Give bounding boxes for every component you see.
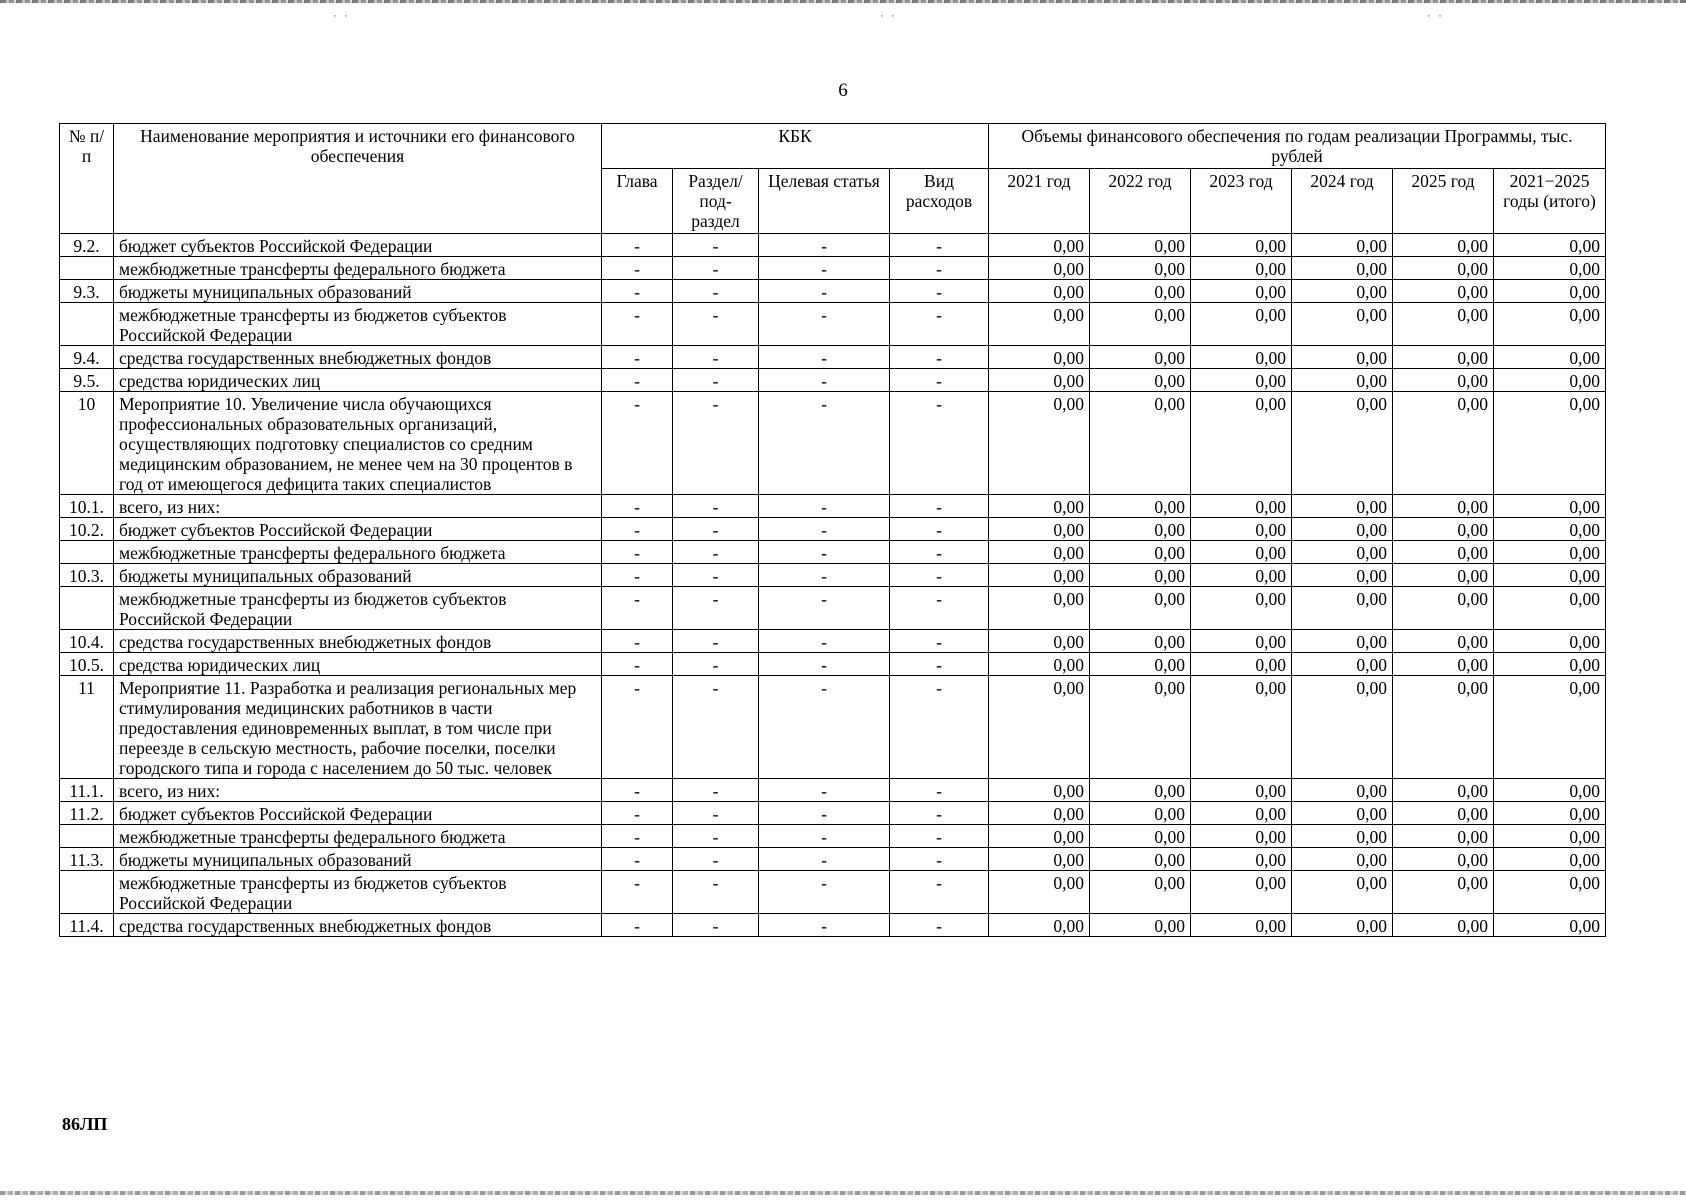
row-name: бюджет субъектов Российской Федерации — [114, 518, 602, 541]
row-glava: - — [602, 564, 673, 587]
table-row — [60, 630, 1606, 653]
row-2021: 0,00 — [989, 564, 1090, 587]
header-2024: 2024 год — [1292, 169, 1393, 234]
row-2025: 0,00 — [1393, 825, 1494, 848]
table-row — [60, 564, 1606, 587]
row-glava: - — [602, 541, 673, 564]
row-2021: 0,00 — [989, 257, 1090, 280]
row-name: бюджеты муниципальных образований — [114, 848, 602, 871]
row-vid: - — [890, 346, 989, 369]
header-num: № п/п — [60, 124, 114, 234]
row-vid: - — [890, 564, 989, 587]
row-2023: 0,00 — [1191, 369, 1292, 392]
row-statya: - — [759, 802, 890, 825]
row-2025: 0,00 — [1393, 653, 1494, 676]
row-2022: 0,00 — [1090, 825, 1191, 848]
row-razdel: - — [673, 653, 759, 676]
row-2022: 0,00 — [1090, 564, 1191, 587]
row-2024: 0,00 — [1292, 802, 1393, 825]
row-2025: 0,00 — [1393, 541, 1494, 564]
row-2024: 0,00 — [1292, 825, 1393, 848]
row-razdel: - — [673, 871, 759, 914]
row-2021: 0,00 — [989, 848, 1090, 871]
row-2023: 0,00 — [1191, 871, 1292, 914]
row-2025: 0,00 — [1393, 630, 1494, 653]
row-name: Мероприятие 11. Разработка и реализация региональных мер стимулирования медицинских работников в части предоставления единовременных выплат, в том числе при переезде в сельскую местность, рабочие поселки, поселки городского типа и города с населением до 50 тыс. человек — [114, 676, 602, 779]
row-total: 0,00 — [1494, 257, 1606, 280]
row-2022: 0,00 — [1090, 234, 1191, 257]
table-row — [60, 871, 1606, 914]
row-total: 0,00 — [1494, 802, 1606, 825]
row-razdel: - — [673, 495, 759, 518]
row-2022: 0,00 — [1090, 779, 1191, 802]
row-2021: 0,00 — [989, 495, 1090, 518]
row-num: 9.4. — [60, 346, 114, 369]
scan-speck: ˙ ˙ — [333, 12, 350, 26]
row-2024: 0,00 — [1292, 234, 1393, 257]
row-num: 11.2. — [60, 802, 114, 825]
row-num: 11.4. — [60, 914, 114, 937]
header-2023: 2023 год — [1191, 169, 1292, 234]
table-row — [60, 653, 1606, 676]
row-total: 0,00 — [1494, 495, 1606, 518]
row-glava: - — [602, 280, 673, 303]
row-2022: 0,00 — [1090, 495, 1191, 518]
row-2025: 0,00 — [1393, 564, 1494, 587]
row-name: бюджеты муниципальных образований — [114, 564, 602, 587]
row-2025: 0,00 — [1393, 676, 1494, 779]
row-num: 10.4. — [60, 630, 114, 653]
row-2025: 0,00 — [1393, 848, 1494, 871]
header-razdel: Раздел/ под- раздел — [673, 169, 759, 234]
row-glava: - — [602, 587, 673, 630]
row-2021: 0,00 — [989, 303, 1090, 346]
row-statya: - — [759, 676, 890, 779]
table-header — [60, 124, 1606, 234]
row-total: 0,00 — [1494, 653, 1606, 676]
row-2023: 0,00 — [1191, 564, 1292, 587]
row-num: 11.1. — [60, 779, 114, 802]
row-razdel: - — [673, 541, 759, 564]
row-2024: 0,00 — [1292, 280, 1393, 303]
row-2021: 0,00 — [989, 280, 1090, 303]
row-2024: 0,00 — [1292, 914, 1393, 937]
header-statya: Целевая статья — [759, 169, 890, 234]
row-2024: 0,00 — [1292, 653, 1393, 676]
row-vid: - — [890, 234, 989, 257]
row-2022: 0,00 — [1090, 848, 1191, 871]
row-2023: 0,00 — [1191, 779, 1292, 802]
row-2023: 0,00 — [1191, 914, 1292, 937]
row-2024: 0,00 — [1292, 630, 1393, 653]
row-2024: 0,00 — [1292, 587, 1393, 630]
row-2023: 0,00 — [1191, 676, 1292, 779]
row-2021: 0,00 — [989, 676, 1090, 779]
row-glava: - — [602, 392, 673, 495]
row-name: всего, из них: — [114, 495, 602, 518]
row-2024: 0,00 — [1292, 779, 1393, 802]
row-statya: - — [759, 564, 890, 587]
row-razdel: - — [673, 825, 759, 848]
row-2021: 0,00 — [989, 392, 1090, 495]
row-razdel: - — [673, 564, 759, 587]
row-num: 11.3. — [60, 848, 114, 871]
row-2024: 0,00 — [1292, 541, 1393, 564]
row-razdel: - — [673, 280, 759, 303]
table-row — [60, 495, 1606, 518]
table-row — [60, 518, 1606, 541]
table-row — [60, 392, 1606, 495]
row-2023: 0,00 — [1191, 630, 1292, 653]
row-2021: 0,00 — [989, 630, 1090, 653]
row-glava: - — [602, 630, 673, 653]
row-2022: 0,00 — [1090, 871, 1191, 914]
row-2024: 0,00 — [1292, 564, 1393, 587]
row-2025: 0,00 — [1393, 392, 1494, 495]
row-statya: - — [759, 518, 890, 541]
row-num — [60, 541, 114, 564]
header-total: 2021−2025 годы (итого) — [1494, 169, 1606, 234]
row-total: 0,00 — [1494, 676, 1606, 779]
row-2022: 0,00 — [1090, 676, 1191, 779]
row-num — [60, 303, 114, 346]
row-total: 0,00 — [1494, 518, 1606, 541]
row-name: бюджет субъектов Российской Федерации — [114, 802, 602, 825]
header-2021: 2021 год — [989, 169, 1090, 234]
footer-code: 86ЛП — [62, 1114, 108, 1134]
row-2025: 0,00 — [1393, 587, 1494, 630]
row-2023: 0,00 — [1191, 825, 1292, 848]
row-glava: - — [602, 303, 673, 346]
row-glava: - — [602, 369, 673, 392]
row-vid: - — [890, 802, 989, 825]
row-2021: 0,00 — [989, 914, 1090, 937]
row-2022: 0,00 — [1090, 518, 1191, 541]
row-num: 10 — [60, 392, 114, 495]
table-row — [60, 802, 1606, 825]
scan-edge-bottom — [0, 1191, 1686, 1195]
row-2021: 0,00 — [989, 802, 1090, 825]
row-2021: 0,00 — [989, 518, 1090, 541]
row-2022: 0,00 — [1090, 914, 1191, 937]
table-body — [60, 234, 1606, 937]
row-2022: 0,00 — [1090, 257, 1191, 280]
row-name: средства государственных внебюджетных фондов — [114, 914, 602, 937]
row-2021: 0,00 — [989, 653, 1090, 676]
scan-speck: ˙ ˙ — [880, 12, 897, 26]
row-num: 10.5. — [60, 653, 114, 676]
row-razdel: - — [673, 779, 759, 802]
row-2024: 0,00 — [1292, 676, 1393, 779]
table-row — [60, 587, 1606, 630]
row-statya: - — [759, 779, 890, 802]
row-razdel: - — [673, 802, 759, 825]
row-2024: 0,00 — [1292, 392, 1393, 495]
row-glava: - — [602, 518, 673, 541]
header-glava: Глава — [602, 169, 673, 234]
row-2025: 0,00 — [1393, 346, 1494, 369]
table-row — [60, 541, 1606, 564]
row-2022: 0,00 — [1090, 802, 1191, 825]
row-statya: - — [759, 848, 890, 871]
row-vid: - — [890, 280, 989, 303]
row-2021: 0,00 — [989, 541, 1090, 564]
row-num — [60, 257, 114, 280]
row-2021: 0,00 — [989, 825, 1090, 848]
row-name: межбюджетные трансферты из бюджетов субъектов Российской Федерации — [114, 303, 602, 346]
row-2023: 0,00 — [1191, 802, 1292, 825]
row-name: межбюджетные трансферты федерального бюджета — [114, 257, 602, 280]
row-2023: 0,00 — [1191, 392, 1292, 495]
row-statya: - — [759, 369, 890, 392]
table-row — [60, 303, 1606, 346]
row-name: Мероприятие 10. Увеличение числа обучающихся профессиональных образовательных организаций, осуществляющих подготовку специалистов со средним медицинским образованием, не менее чем на 30 процентов в год от имеющегося дефицита таких специалистов — [114, 392, 602, 495]
row-name: средства юридических лиц — [114, 369, 602, 392]
row-total: 0,00 — [1494, 369, 1606, 392]
row-statya: - — [759, 587, 890, 630]
row-2024: 0,00 — [1292, 848, 1393, 871]
row-glava: - — [602, 676, 673, 779]
table-row — [60, 257, 1606, 280]
row-statya: - — [759, 303, 890, 346]
row-2021: 0,00 — [989, 779, 1090, 802]
row-statya: - — [759, 914, 890, 937]
row-2025: 0,00 — [1393, 871, 1494, 914]
row-num: 10.3. — [60, 564, 114, 587]
row-glava: - — [602, 825, 673, 848]
row-statya: - — [759, 392, 890, 495]
row-2024: 0,00 — [1292, 369, 1393, 392]
header-volumes: Объемы финансового обеспечения по годам реализации Программы, тыс. рублей — [989, 124, 1606, 169]
row-2024: 0,00 — [1292, 495, 1393, 518]
row-vid: - — [890, 369, 989, 392]
row-2023: 0,00 — [1191, 346, 1292, 369]
row-num: 9.3. — [60, 280, 114, 303]
row-2022: 0,00 — [1090, 587, 1191, 630]
table-row — [60, 848, 1606, 871]
table-row — [60, 825, 1606, 848]
row-glava: - — [602, 802, 673, 825]
row-2023: 0,00 — [1191, 495, 1292, 518]
row-razdel: - — [673, 518, 759, 541]
row-num — [60, 871, 114, 914]
header-kbk: КБК — [602, 124, 989, 169]
row-2025: 0,00 — [1393, 802, 1494, 825]
row-vid: - — [890, 848, 989, 871]
row-2025: 0,00 — [1393, 257, 1494, 280]
header-vid: Вид расходов — [890, 169, 989, 234]
row-name: средства юридических лиц — [114, 653, 602, 676]
page-number: 6 — [838, 80, 848, 101]
budget-table — [59, 123, 1606, 937]
row-2021: 0,00 — [989, 871, 1090, 914]
row-vid: - — [890, 779, 989, 802]
row-2021: 0,00 — [989, 587, 1090, 630]
row-razdel: - — [673, 676, 759, 779]
row-2024: 0,00 — [1292, 346, 1393, 369]
row-2022: 0,00 — [1090, 280, 1191, 303]
row-total: 0,00 — [1494, 280, 1606, 303]
scan-speck: ˙ ˙ — [1427, 12, 1444, 26]
row-total: 0,00 — [1494, 871, 1606, 914]
header-name: Наименование мероприятия и источники его финансового обеспечения — [114, 124, 602, 234]
row-razdel: - — [673, 630, 759, 653]
table-row — [60, 676, 1606, 779]
row-vid: - — [890, 871, 989, 914]
row-2025: 0,00 — [1393, 518, 1494, 541]
header-2022: 2022 год — [1090, 169, 1191, 234]
row-name: межбюджетные трансферты федерального бюджета — [114, 825, 602, 848]
row-2023: 0,00 — [1191, 257, 1292, 280]
row-name: бюджет субъектов Российской Федерации — [114, 234, 602, 257]
header-row-top — [60, 124, 1606, 169]
row-vid: - — [890, 676, 989, 779]
row-2022: 0,00 — [1090, 346, 1191, 369]
row-total: 0,00 — [1494, 914, 1606, 937]
row-name: межбюджетные трансферты федерального бюджета — [114, 541, 602, 564]
row-razdel: - — [673, 346, 759, 369]
row-num: 9.5. — [60, 369, 114, 392]
row-2025: 0,00 — [1393, 234, 1494, 257]
row-glava: - — [602, 495, 673, 518]
row-2022: 0,00 — [1090, 392, 1191, 495]
row-total: 0,00 — [1494, 392, 1606, 495]
row-2022: 0,00 — [1090, 541, 1191, 564]
row-statya: - — [759, 257, 890, 280]
row-vid: - — [890, 518, 989, 541]
table-row — [60, 234, 1606, 257]
row-glava: - — [602, 779, 673, 802]
row-razdel: - — [673, 303, 759, 346]
row-statya: - — [759, 825, 890, 848]
row-2023: 0,00 — [1191, 234, 1292, 257]
row-razdel: - — [673, 392, 759, 495]
row-razdel: - — [673, 848, 759, 871]
table-row — [60, 369, 1606, 392]
row-2023: 0,00 — [1191, 518, 1292, 541]
row-num: 11 — [60, 676, 114, 779]
row-glava: - — [602, 848, 673, 871]
row-name: бюджеты муниципальных образований — [114, 280, 602, 303]
row-2024: 0,00 — [1292, 257, 1393, 280]
row-statya: - — [759, 495, 890, 518]
row-2022: 0,00 — [1090, 653, 1191, 676]
row-name: межбюджетные трансферты из бюджетов субъектов Российской Федерации — [114, 587, 602, 630]
row-razdel: - — [673, 234, 759, 257]
row-2023: 0,00 — [1191, 303, 1292, 346]
row-total: 0,00 — [1494, 346, 1606, 369]
row-num: 9.2. — [60, 234, 114, 257]
row-razdel: - — [673, 369, 759, 392]
row-num — [60, 825, 114, 848]
row-vid: - — [890, 392, 989, 495]
row-total: 0,00 — [1494, 541, 1606, 564]
row-2021: 0,00 — [989, 369, 1090, 392]
header-2025: 2025 год — [1393, 169, 1494, 234]
row-2025: 0,00 — [1393, 280, 1494, 303]
row-2025: 0,00 — [1393, 779, 1494, 802]
row-num: 10.2. — [60, 518, 114, 541]
row-num: 10.1. — [60, 495, 114, 518]
row-2021: 0,00 — [989, 346, 1090, 369]
row-total: 0,00 — [1494, 587, 1606, 630]
row-vid: - — [890, 653, 989, 676]
row-num — [60, 587, 114, 630]
row-statya: - — [759, 346, 890, 369]
row-2022: 0,00 — [1090, 303, 1191, 346]
row-razdel: - — [673, 257, 759, 280]
row-glava: - — [602, 234, 673, 257]
row-glava: - — [602, 257, 673, 280]
row-vid: - — [890, 541, 989, 564]
row-2023: 0,00 — [1191, 541, 1292, 564]
table-row — [60, 779, 1606, 802]
row-2022: 0,00 — [1090, 630, 1191, 653]
row-name: средства государственных внебюджетных фондов — [114, 346, 602, 369]
row-2023: 0,00 — [1191, 848, 1292, 871]
row-glava: - — [602, 653, 673, 676]
row-name: всего, из них: — [114, 779, 602, 802]
row-total: 0,00 — [1494, 848, 1606, 871]
row-2021: 0,00 — [989, 234, 1090, 257]
row-vid: - — [890, 914, 989, 937]
table-row — [60, 346, 1606, 369]
row-statya: - — [759, 653, 890, 676]
row-vid: - — [890, 825, 989, 848]
row-2022: 0,00 — [1090, 369, 1191, 392]
row-2025: 0,00 — [1393, 495, 1494, 518]
row-2024: 0,00 — [1292, 871, 1393, 914]
row-2023: 0,00 — [1191, 280, 1292, 303]
row-statya: - — [759, 234, 890, 257]
row-glava: - — [602, 871, 673, 914]
row-vid: - — [890, 587, 989, 630]
row-statya: - — [759, 280, 890, 303]
row-total: 0,00 — [1494, 303, 1606, 346]
row-razdel: - — [673, 914, 759, 937]
row-total: 0,00 — [1494, 630, 1606, 653]
row-vid: - — [890, 495, 989, 518]
row-2023: 0,00 — [1191, 653, 1292, 676]
row-vid: - — [890, 630, 989, 653]
row-2025: 0,00 — [1393, 303, 1494, 346]
row-total: 0,00 — [1494, 779, 1606, 802]
row-glava: - — [602, 346, 673, 369]
row-2025: 0,00 — [1393, 914, 1494, 937]
row-2024: 0,00 — [1292, 303, 1393, 346]
table-row — [60, 280, 1606, 303]
row-total: 0,00 — [1494, 825, 1606, 848]
row-2025: 0,00 — [1393, 369, 1494, 392]
scan-edge-top — [0, 0, 1686, 3]
row-vid: - — [890, 257, 989, 280]
row-statya: - — [759, 630, 890, 653]
row-razdel: - — [673, 587, 759, 630]
row-statya: - — [759, 541, 890, 564]
row-name: средства государственных внебюджетных фондов — [114, 630, 602, 653]
row-2023: 0,00 — [1191, 587, 1292, 630]
row-vid: - — [890, 303, 989, 346]
row-2024: 0,00 — [1292, 518, 1393, 541]
row-total: 0,00 — [1494, 234, 1606, 257]
table-row — [60, 914, 1606, 937]
row-total: 0,00 — [1494, 564, 1606, 587]
row-name: межбюджетные трансферты из бюджетов субъектов Российской Федерации — [114, 871, 602, 914]
row-glava: - — [602, 914, 673, 937]
row-statya: - — [759, 871, 890, 914]
